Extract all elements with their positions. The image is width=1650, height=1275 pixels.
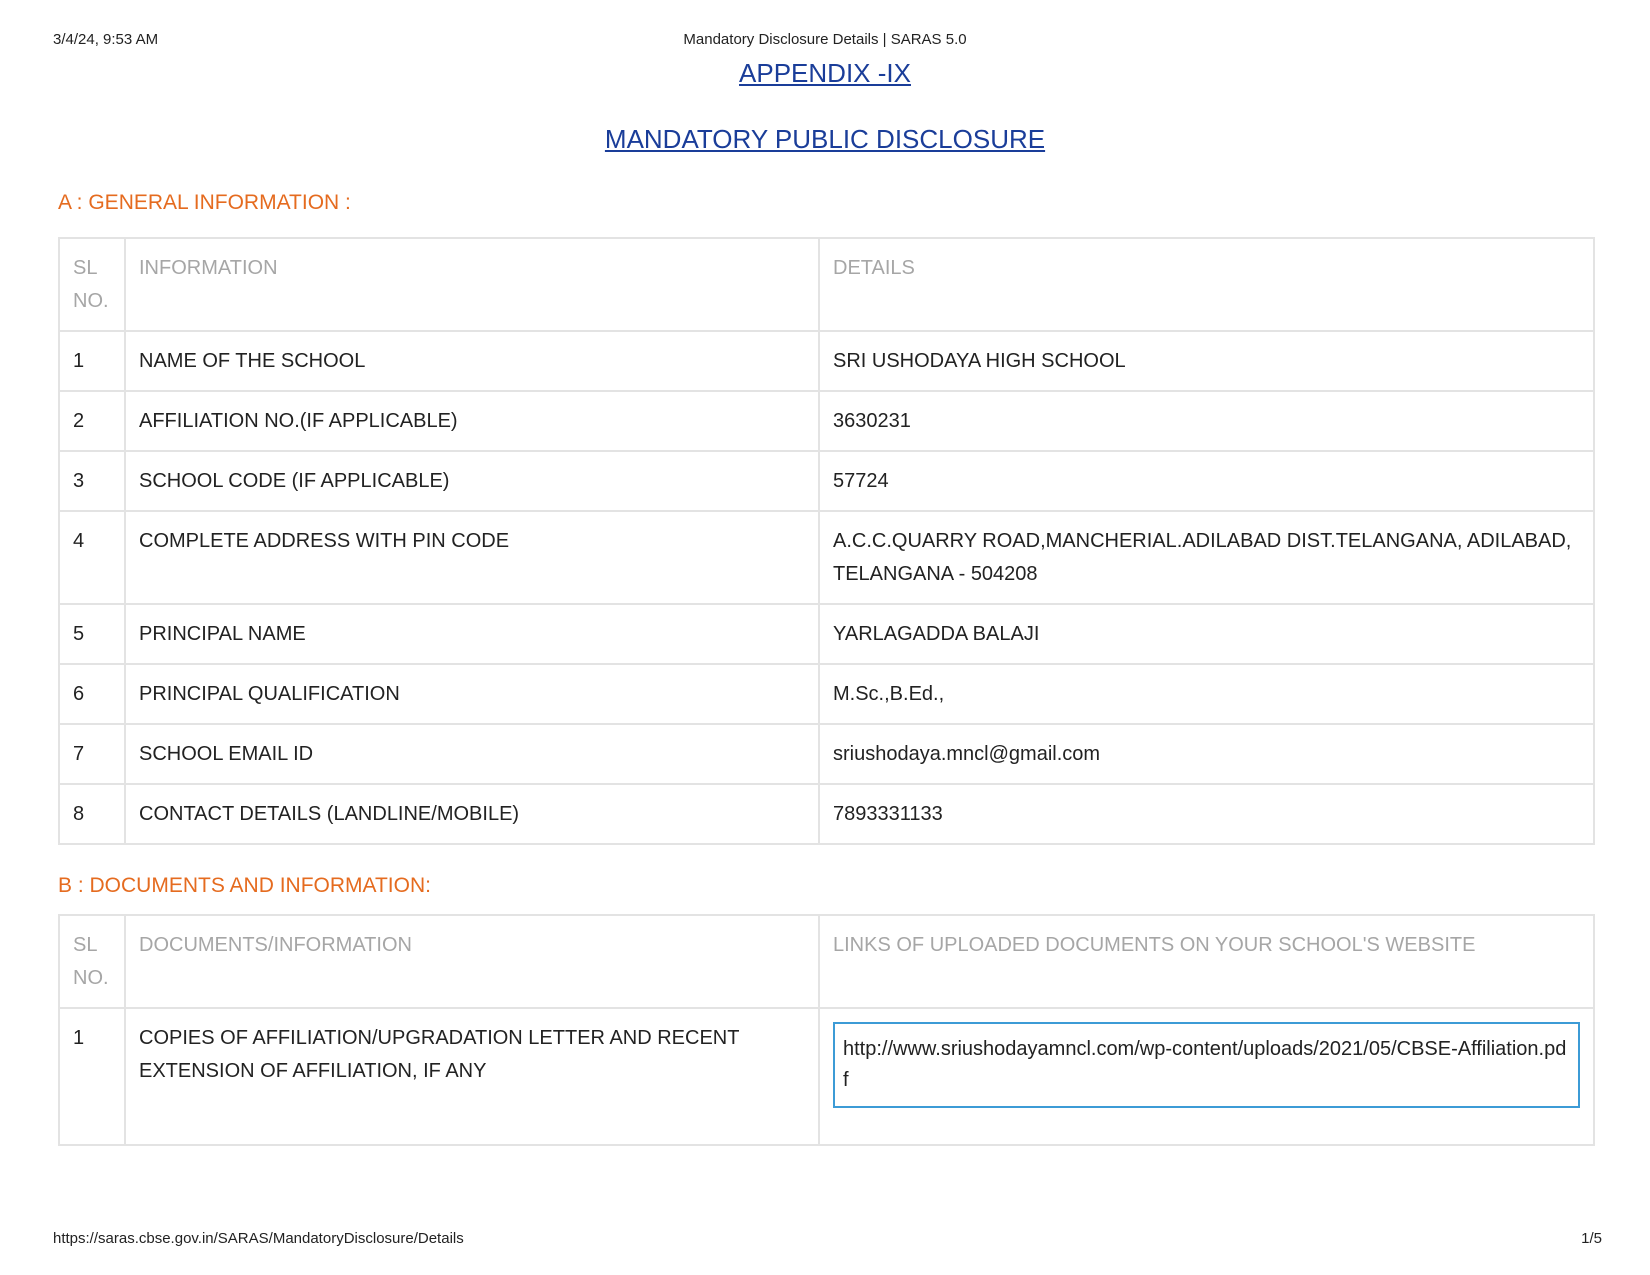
cell-details: 57724 [819, 451, 1594, 511]
cell-info: AFFILIATION NO.(IF APPLICABLE) [125, 391, 819, 451]
cell-details: SRI USHODAYA HIGH SCHOOL [819, 331, 1594, 391]
table-row [59, 391, 1594, 451]
cell-details: 3630231 [819, 391, 1594, 451]
table-row [59, 604, 1594, 664]
cell-sl: 2 [59, 391, 125, 451]
cell-info: NAME OF THE SCHOOL [125, 331, 819, 391]
cell-sl: 6 [59, 664, 125, 724]
print-footer-url: https://saras.cbse.gov.in/SARAS/MandatoryDisclosure/Details [53, 1230, 464, 1247]
section-a-title: A : GENERAL INFORMATION : [58, 191, 351, 214]
cell-link [819, 1008, 1594, 1145]
table-header-row [59, 238, 1594, 331]
cell-sl: 1 [59, 1008, 125, 1145]
cell-info: CONTACT DETAILS (LANDLINE/MOBILE) [125, 784, 819, 844]
cell-info: COMPLETE ADDRESS WITH PIN CODE [125, 511, 819, 604]
cell-details: 7893331133 [819, 784, 1594, 844]
table-row [59, 331, 1594, 391]
cell-sl: 5 [59, 604, 125, 664]
header-information: INFORMATION [125, 238, 819, 331]
cell-details: M.Sc.,B.Ed., [819, 664, 1594, 724]
documents-information-table [58, 914, 1595, 1146]
table-row [59, 511, 1594, 604]
table-row [59, 724, 1594, 784]
cell-details: sriushodaya.mncl@gmail.com [819, 724, 1594, 784]
table-row [59, 451, 1594, 511]
appendix-heading-text: APPENDIX -IX [739, 58, 911, 88]
cell-sl: 4 [59, 511, 125, 604]
table-row [59, 1008, 1594, 1145]
print-page-number: 1/5 [1581, 1230, 1602, 1247]
section-b-title: B : DOCUMENTS AND INFORMATION: [58, 874, 431, 897]
cell-details: A.C.C.QUARRY ROAD,MANCHERIAL.ADILABAD DIST.TELANGANA, ADILABAD, TELANGANA - 504208 [819, 511, 1594, 604]
cell-sl: 8 [59, 784, 125, 844]
document-link-box[interactable]: http://www.sriushodayamncl.com/wp-content/uploads/2021/05/CBSE-Affiliation.pdf [833, 1022, 1580, 1108]
cell-info: PRINCIPAL NAME [125, 604, 819, 664]
header-details: DETAILS [819, 238, 1594, 331]
print-datetime: 3/4/24, 9:53 AM [53, 31, 159, 48]
page-title-text: MANDATORY PUBLIC DISCLOSURE [604, 124, 1046, 154]
header-documents: DOCUMENTS/INFORMATION [125, 915, 819, 1008]
general-information-table [58, 237, 1595, 845]
header-sl-no: SL NO. [59, 238, 125, 331]
cell-info: PRINCIPAL QUALIFICATION [125, 664, 819, 724]
table-header-row [59, 915, 1594, 1008]
cell-info: SCHOOL EMAIL ID [125, 724, 819, 784]
cell-sl: 1 [59, 331, 125, 391]
table-row [59, 784, 1594, 844]
cell-document: COPIES OF AFFILIATION/UPGRADATION LETTER AND RECENT EXTENSION OF AFFILIATION, IF ANY [125, 1008, 819, 1145]
page-title [0, 124, 1650, 155]
print-page-title: Mandatory Disclosure Details | SARAS 5.0 [683, 31, 967, 48]
header-links: LINKS OF UPLOADED DOCUMENTS ON YOUR SCHOOL'S WEBSITE [819, 915, 1594, 1008]
cell-info: SCHOOL CODE (IF APPLICABLE) [125, 451, 819, 511]
cell-details: YARLAGADDA BALAJI [819, 604, 1594, 664]
appendix-heading [0, 58, 1650, 89]
table-row [59, 664, 1594, 724]
header-sl-no: SL NO. [59, 915, 125, 1008]
cell-sl: 7 [59, 724, 125, 784]
cell-sl: 3 [59, 451, 125, 511]
